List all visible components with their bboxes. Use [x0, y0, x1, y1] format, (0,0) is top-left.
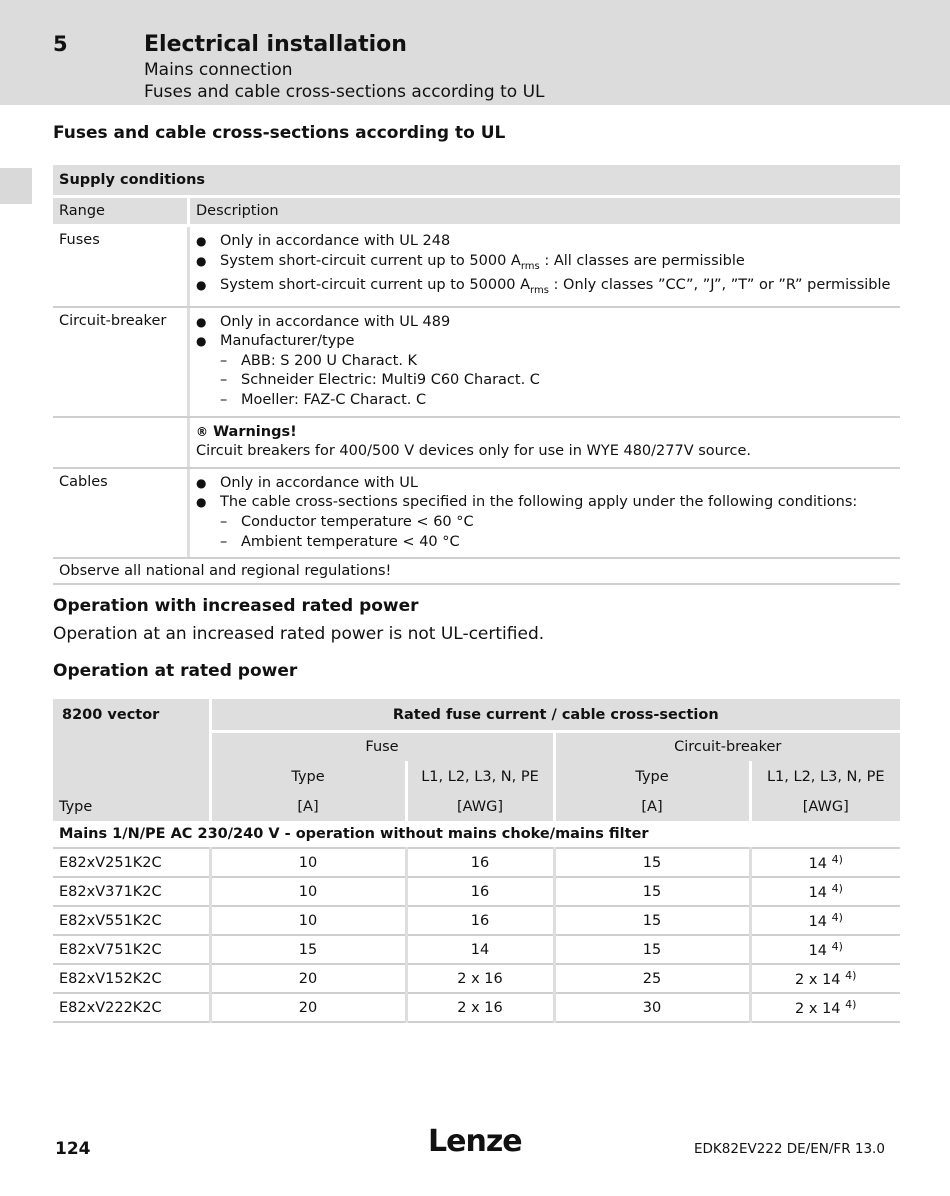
cell-value: 15	[642, 941, 662, 958]
warning-row	[53, 418, 900, 469]
cell-value: 2 x 14	[795, 1001, 841, 1017]
cell-type	[53, 993, 210, 1022]
table-row	[53, 993, 900, 1022]
text: System short-circuit current up to 5000 A	[220, 252, 521, 269]
cell-cb-awg	[750, 906, 900, 935]
cell-fuse-a	[210, 848, 406, 877]
cell-fuse-a	[210, 993, 406, 1022]
table-row	[53, 877, 900, 906]
supply-conditions-table	[53, 165, 900, 585]
ul-mark-icon: ®	[196, 424, 208, 439]
side-tab-marker	[0, 168, 32, 204]
cables-label: Cables	[59, 473, 108, 490]
text: : Only classes ”CC”, ”J”, ”T” or ”R” permissible	[548, 277, 891, 294]
cell-fuse-awg	[406, 877, 554, 906]
mains-section-row	[53, 821, 900, 848]
fuses-row	[53, 227, 900, 308]
footnote-mark: 4)	[845, 998, 857, 1011]
table-row	[53, 848, 900, 877]
cell-fuse-awg	[406, 935, 554, 964]
table-header-row	[53, 793, 900, 821]
circuit-breaker-row	[53, 308, 900, 418]
warning-heading	[196, 423, 894, 443]
conditions-list	[196, 513, 894, 552]
circuit-breaker-label: Circuit-breaker	[59, 312, 167, 329]
fuse-conductors-header: L1, L2, L3, N, PE	[406, 761, 554, 793]
warning-empty-cell	[53, 418, 187, 467]
cell-cb-a	[554, 964, 750, 993]
supply-table-title: Supply conditions	[59, 172, 206, 188]
manufacturer-list	[196, 352, 894, 411]
supply-footer-row	[53, 559, 900, 585]
warning-text: Circuit breakers for 400/500 V devices only for use in WYE 480/277V source.	[196, 443, 751, 460]
cell-fuse-awg	[406, 906, 554, 935]
cell-cb-a	[554, 935, 750, 964]
mains-section-label: Mains 1/N/PE AC 230/240 V - operation without mains choke/mains filter	[53, 821, 900, 848]
cell-fuse-a	[210, 906, 406, 935]
fuse-unit-awg: [AWG]	[406, 793, 554, 821]
cell-cb-awg	[750, 964, 900, 993]
cb-unit-awg: [AWG]	[750, 793, 900, 821]
subscript: rms	[520, 260, 540, 272]
cell-fuse-a	[210, 935, 406, 964]
chapter-title: Electrical installation	[144, 32, 407, 57]
footnote-mark: 4)	[845, 969, 857, 982]
col-range: Range	[59, 203, 105, 219]
cables-row	[53, 469, 900, 559]
cell-cb-a	[554, 848, 750, 877]
chapter-number: 5	[53, 32, 68, 56]
cell-type	[53, 906, 210, 935]
circuit-breaker-description	[187, 308, 900, 416]
cell-value: E82xV371K2C	[59, 883, 162, 900]
cell-value: 20	[298, 999, 318, 1016]
cell-value: 2 x 16	[457, 970, 503, 987]
cell-value: 2 x 14	[795, 972, 841, 988]
list-item	[196, 276, 894, 300]
cell-value: 15	[642, 912, 662, 929]
chapter-subtitle-1: Mains connection	[144, 60, 293, 80]
footnote-mark: 4)	[831, 911, 843, 924]
section-title: Fuses and cable cross-sections according to UL	[53, 123, 506, 143]
fuse-type-header: Type	[210, 761, 406, 793]
col-description: Description	[187, 198, 900, 224]
cell-value: 15	[298, 941, 318, 958]
list-item: ● Manufacturer/type	[196, 332, 894, 352]
list-item: – Schneider Electric: Multi9 C60 Charact. C	[196, 371, 894, 391]
cell-value: 16	[470, 883, 490, 900]
increased-power-text: Operation at an increased rated power is not UL-certified.	[53, 624, 545, 644]
footnote-mark: 4)	[831, 940, 843, 953]
footnote-mark: 4)	[831, 853, 843, 866]
fuses-description	[187, 227, 900, 306]
table-header-row	[53, 732, 900, 762]
supply-table-header	[53, 195, 900, 227]
cell-cb-a	[554, 877, 750, 906]
list-item: ● Only in accordance with UL 489	[196, 313, 894, 333]
cell-value: 16	[470, 912, 490, 929]
fuses-list	[196, 232, 894, 301]
fuse-header: Fuse	[210, 732, 554, 762]
cell-cb-awg	[750, 935, 900, 964]
cell-value: 15	[642, 883, 662, 900]
cell-value: 15	[642, 854, 662, 871]
list-item: – Moeller: FAZ-C Charact. C	[196, 391, 894, 411]
list-item: ● Only in accordance with UL 248	[196, 232, 894, 252]
circuit-breaker-header: Circuit-breaker	[554, 732, 900, 762]
breaker-list	[196, 313, 894, 352]
table-row	[53, 906, 900, 935]
cell-type	[53, 935, 210, 964]
cell-fuse-a	[210, 877, 406, 906]
cell-cb-awg	[750, 993, 900, 1022]
cell-type	[53, 848, 210, 877]
list-item: – Conductor temperature < 60 °C	[196, 513, 894, 533]
cell-value: 10	[298, 912, 318, 929]
cell-type	[53, 964, 210, 993]
list-item	[196, 252, 894, 276]
cell-value: E82xV152K2C	[59, 970, 162, 987]
cb-unit-a: [A]	[554, 793, 750, 821]
cell-cb-awg	[750, 877, 900, 906]
subscript: rms	[530, 284, 549, 296]
list-item: – ABB: S 200 U Charact. K	[196, 352, 894, 372]
text: System short-circuit current up to 50000 A	[220, 277, 531, 294]
footnote-mark: 4)	[831, 882, 843, 895]
cell-fuse-awg	[406, 848, 554, 877]
type-header: Type	[53, 793, 210, 821]
warning-description	[187, 418, 900, 467]
cell-cb-a	[554, 906, 750, 935]
cell-value: 2 x 16	[457, 999, 503, 1016]
cell-value: E82xV751K2C	[59, 941, 162, 958]
table-row	[53, 964, 900, 993]
cell-value: 14	[808, 856, 828, 872]
cell-value: 14	[808, 885, 828, 901]
header-empty-cell	[53, 732, 210, 762]
cell-value: E82xV551K2C	[59, 912, 162, 929]
supply-table-title-row	[53, 165, 900, 195]
rated-rows	[53, 848, 900, 1022]
cell-type	[53, 877, 210, 906]
cell-fuse-a	[210, 964, 406, 993]
cables-description	[187, 469, 900, 557]
cables-list	[196, 474, 894, 513]
lenze-logo: Lenze	[428, 1124, 522, 1159]
table-header-row	[53, 761, 900, 793]
cb-conductors-header: L1, L2, L3, N, PE	[750, 761, 900, 793]
table-row	[53, 935, 900, 964]
cell-value: 20	[298, 970, 318, 987]
cell-fuse-awg	[406, 993, 554, 1022]
rated-power-title: Operation at rated power	[53, 661, 298, 681]
product-header: 8200 vector	[53, 699, 210, 732]
document-reference: EDK82EV222 DE/EN/FR 13.0	[694, 1141, 885, 1157]
cell-value: 16	[470, 854, 490, 871]
cell-value: E82xV222K2C	[59, 999, 162, 1016]
cell-fuse-awg	[406, 964, 554, 993]
cell-value: 14	[808, 943, 828, 959]
cell-cb-a	[554, 993, 750, 1022]
cell-value: 10	[298, 883, 318, 900]
warning-title: Warnings!	[213, 423, 297, 440]
cb-type-header: Type	[554, 761, 750, 793]
cell-value: 30	[642, 999, 662, 1016]
text: : All classes are permissible	[539, 252, 745, 269]
table-header-row	[53, 699, 900, 732]
group-header: Rated fuse current / cable cross-section	[210, 699, 900, 732]
header-empty-cell	[53, 761, 210, 793]
list-item: ● Only in accordance with UL	[196, 474, 894, 494]
regulations-note: Observe all national and regional regulations!	[59, 563, 392, 580]
list-item: ● The cable cross-sections specified in the following apply under the following conditions:	[196, 493, 894, 513]
chapter-subtitle-2: Fuses and cable cross-sections according to UL	[144, 82, 545, 102]
cell-value: 14	[470, 941, 490, 958]
fuse-unit-a: [A]	[210, 793, 406, 821]
fuses-label: Fuses	[59, 232, 100, 248]
cell-cb-awg	[750, 848, 900, 877]
list-item: – Ambient temperature < 40 °C	[196, 533, 894, 553]
cell-value: 25	[642, 970, 662, 987]
increased-power-title: Operation with increased rated power	[53, 596, 419, 616]
rated-power-table	[53, 699, 900, 1023]
page-number: 124	[55, 1139, 91, 1159]
cell-value: E82xV251K2C	[59, 854, 162, 871]
cell-value: 10	[298, 854, 318, 871]
cell-value: 14	[808, 914, 828, 930]
